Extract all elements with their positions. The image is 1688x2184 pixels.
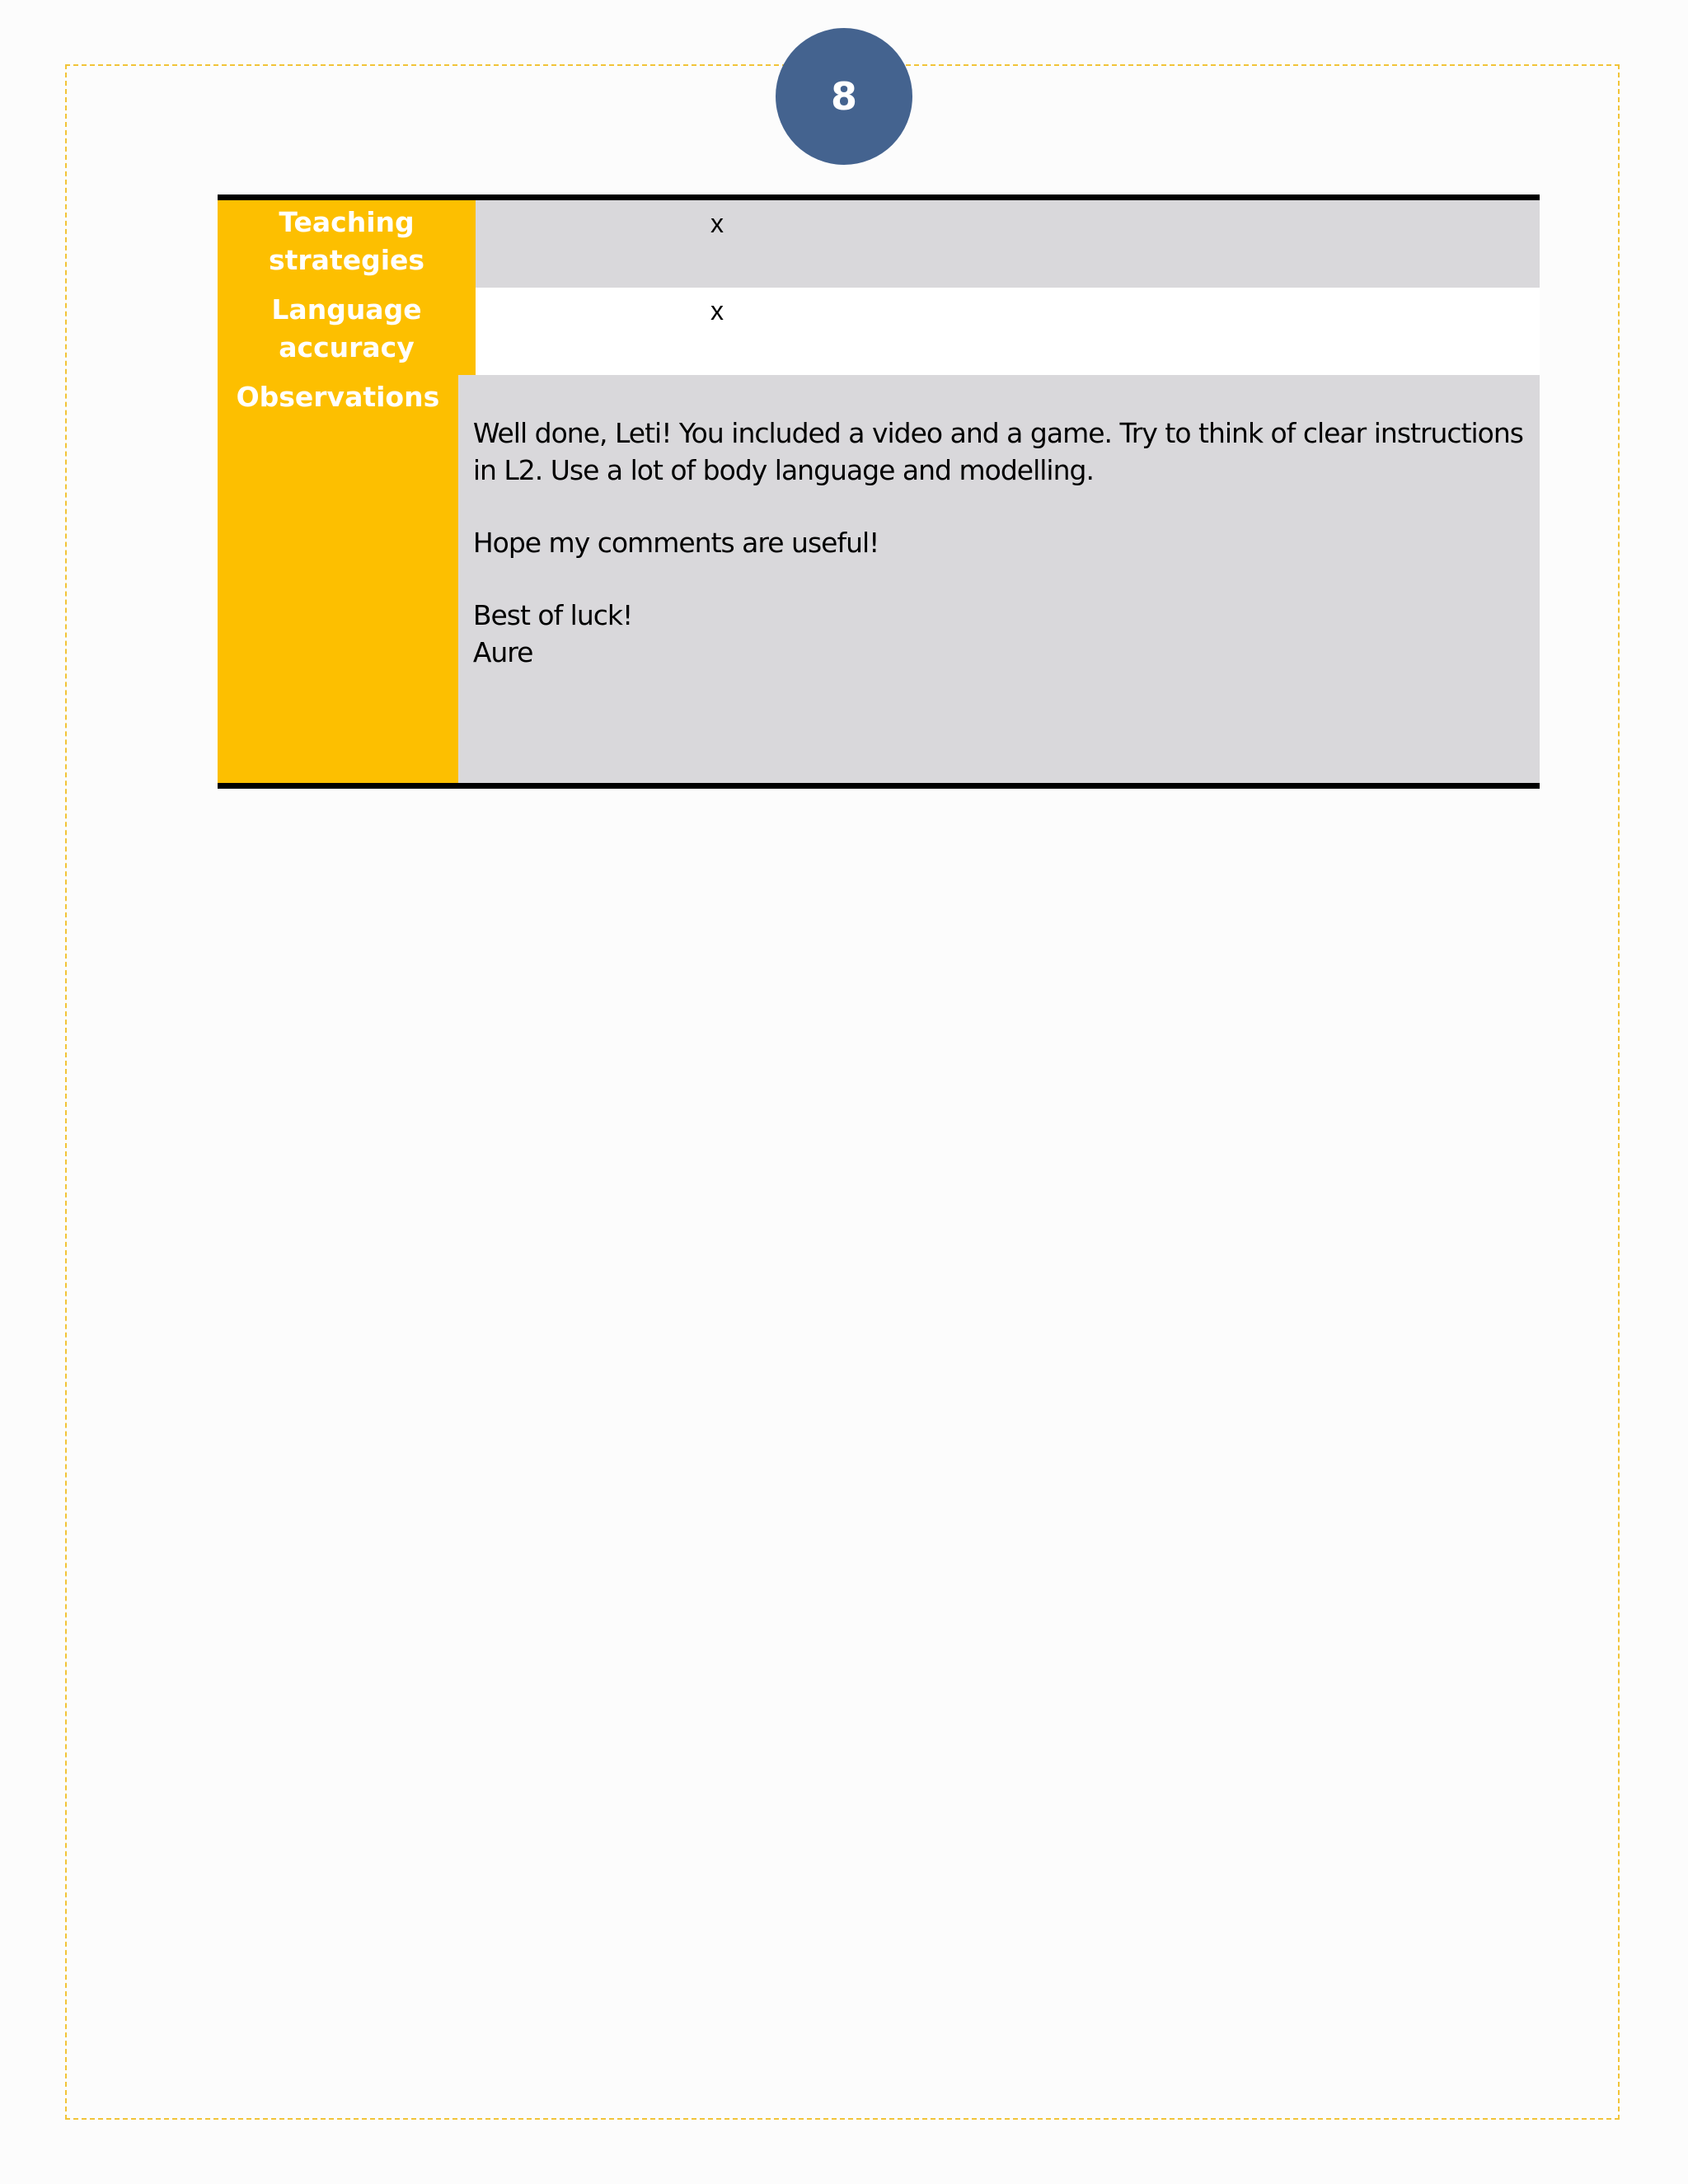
observation-line: Well done, Leti! You included a video and a game. Try to think of clear instructions <box>472 417 1523 449</box>
row-mark: x <box>710 209 724 238</box>
row-mark: x <box>710 296 724 326</box>
observation-line: in L2. Use a lot of body language and modelling. <box>472 454 1094 486</box>
observation-line: Hope my comments are useful! <box>472 527 879 559</box>
page-number: 8 <box>830 74 857 119</box>
page-number-badge <box>776 28 912 165</box>
table-row-language-accuracy <box>218 288 1540 375</box>
table-row-observations <box>218 375 1540 783</box>
table-row-teaching-strategies <box>218 200 1540 288</box>
observations-text <box>458 375 1540 783</box>
row-label-line: strategies <box>268 244 425 276</box>
row-label-line: Teaching <box>279 206 415 238</box>
row-label-line: Language <box>271 293 422 326</box>
row-label <box>218 288 476 375</box>
row-value-cell <box>476 200 1540 288</box>
observation-line: Best of luck! <box>472 599 633 631</box>
row-label-line: accuracy <box>279 331 415 363</box>
evaluation-table <box>218 194 1540 789</box>
row-label-line: Observations <box>236 381 440 413</box>
row-label <box>218 375 458 783</box>
row-label <box>218 200 476 288</box>
row-value-cell <box>476 288 1540 375</box>
observation-signature: Aure <box>472 636 533 668</box>
